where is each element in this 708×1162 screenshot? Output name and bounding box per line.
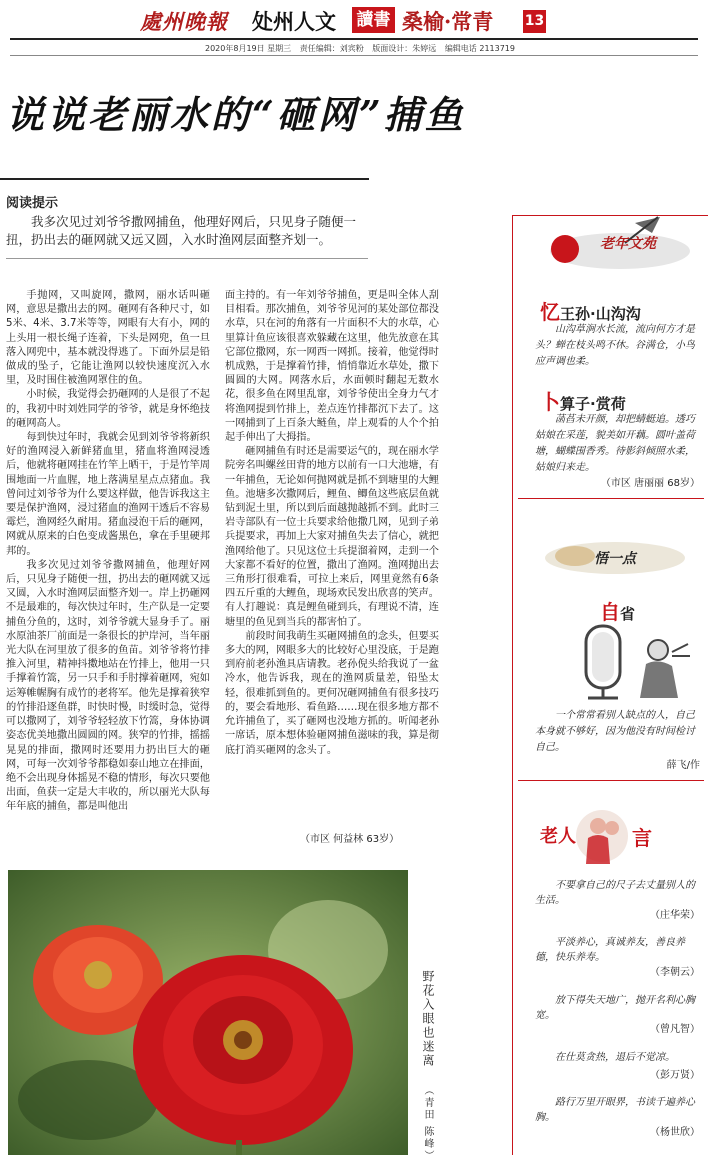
quote-author: （曾凡智） bbox=[650, 1024, 700, 1035]
essay-title-rest: 省 bbox=[620, 605, 636, 623]
sidebar-border bbox=[512, 215, 513, 1155]
sidebar-separator bbox=[518, 780, 704, 781]
poem1-body: 山沟草涧水长流，流向何方才是头？蝉在枝头鸣不休。谷满仓，小鸟应声调也柔。 bbox=[535, 324, 695, 367]
article-headline: 说说老丽水的“砸网”捕鱼 bbox=[6, 92, 466, 137]
quote-author: （杨世欣） bbox=[650, 1127, 700, 1138]
tip-rule bbox=[0, 178, 369, 180]
paragraph: 手抛网，又叫旋网，撒网，丽水话叫砸网，意思是撒出去的网。砸网有各种尺寸，如5米、4米、3.7米等等，网眼有大有小，网的上头用一根长绳子连着，下头是网兜，鱼一旦落入网兜中，基本就没得逃了。下面外层是铅做成的坠子，它能让渔网以较快速度沉入水里，及时围住被渔网罩住的鱼。 bbox=[6, 290, 210, 387]
reading-tip: 我多次见过刘爷爷撒网捕鱼，他理好网后，只见身子随便一扭，扔出去的砸网就又远又圆，入水时渔网层面整齐划一。 bbox=[6, 214, 357, 247]
poem2-title-rest: 算子·赏荷 bbox=[560, 395, 626, 413]
quote-author: （彭万贤） bbox=[650, 1070, 700, 1081]
reading-tip-title: 阅读提示 bbox=[6, 196, 59, 211]
info-rule bbox=[10, 55, 698, 56]
essay-signature: 薛飞/作 bbox=[666, 760, 700, 771]
paragraph: 砸网捕鱼有时还是需要运气的，现在丽水学院旁名叫螺丝田背的地方以前有一口大池塘，有一年捕鱼，无论如何抛网就是抓不到塘里的大鲤鱼。池塘多次撒网后，鲤鱼、鲫鱼这些底层鱼就钻到泥土里，所以到后面越抛越抓不到。此时三岩寺部队有一位士兵要求给他撒几网，见到子弟兵提要求，再加上大家对捕鱼失去了信心，就把渔网给他了。只见这位士兵提溜着网，走到一个大家都不看好的位置，撒出了渔网。渔网抛出去三角形打很难看，可拉上来后，网里竟然有6条四五斤重的大鲤鱼，现场欢民发出欣喜的笑声。有人打趣说：真是鲤鱼碰到兵，有理说不清，连塘里的鱼见到当兵的都害怕了。 bbox=[225, 446, 439, 628]
issue-date: 2020年8月19日 星期三 bbox=[205, 44, 292, 53]
essay-initial: 自 bbox=[600, 600, 620, 624]
mirror-icon bbox=[578, 622, 696, 702]
editor: 责任编辑：刘宾粉 bbox=[299, 44, 364, 53]
poem2-initial: 卜 bbox=[540, 390, 560, 414]
masthead-rule bbox=[10, 38, 698, 40]
article-column-left bbox=[6, 289, 210, 861]
poem2-signature: （市区 唐丽丽 68岁） bbox=[600, 478, 700, 489]
poem1-initial: 忆 bbox=[540, 300, 560, 324]
poem1-title-rest: 王孙·山沟沟 bbox=[560, 305, 641, 323]
quote-text: 路行万里开眼界，书读千遍养心胸。 bbox=[535, 1097, 695, 1123]
quote-author: （李朝云） bbox=[650, 967, 700, 978]
phone: 编辑电话 2113719 bbox=[444, 44, 515, 53]
quote-text: 不要拿自己的尺子去丈量别人的生活。 bbox=[535, 880, 695, 906]
section-title: 处州人文 bbox=[252, 10, 336, 34]
masthead bbox=[0, 0, 708, 42]
banner-title-a: 老人 bbox=[540, 826, 576, 847]
photo-caption: 野花入眼也迷离 bbox=[421, 970, 435, 1068]
issue-info bbox=[205, 43, 521, 54]
zinnia-flower-image bbox=[8, 870, 408, 1155]
essay-body: 一个常常看别人缺点的人，自己本身就不够好，因为他没有时间检讨自己。 bbox=[535, 710, 695, 753]
sidebar-banner-insight bbox=[540, 538, 690, 578]
flower-photo bbox=[8, 870, 408, 1155]
sidebar-separator bbox=[518, 498, 704, 499]
tip-rule-bottom bbox=[6, 258, 368, 259]
quote-author: （庄华荣） bbox=[650, 910, 700, 921]
section-stamp: 讀書 bbox=[352, 7, 395, 33]
paragraph: 前段时间我萌生买砸网捕鱼的念头，但要买多大的网，网眼多大的比较好心里没底，于是跑到府前老孙渔具店请教。老孙倪头给我说了一盆冷水，他告诉我，现在的渔网质量差，铅坠太轻，很难抓到鱼的。更何况砸网捕鱼有很多技巧的，要会看地形、看鱼路……现在很多地方都不允许捕鱼了，买了砸网也没地方抓的。听闻老孙一席话，原本想体验砸网捕鱼滋味的我，算是彻底打消买砸网的念头了。 bbox=[225, 630, 439, 756]
newspaper-logo: 處州晚報 bbox=[140, 9, 228, 34]
poem1-title bbox=[540, 296, 641, 325]
quote-text: 放下得失天地广，抛开名利心胸宽。 bbox=[535, 995, 695, 1021]
poem2-title bbox=[540, 386, 626, 415]
designer: 版面设计：朱婷远 bbox=[372, 44, 437, 53]
sidebar-banner-elders bbox=[540, 808, 690, 864]
page-number: 13 bbox=[523, 10, 546, 33]
paragraph: 我多次见过刘爷爷撒网捕鱼，他理好网后，只见身子随便一扭，扔出去的砸网就又远又圆，入水时渔网层面整齐划一。岸上扔砸网不是最难的，每次快过年时，生产队是一定要捕鱼分鱼的，这时，刘爷爷就大显身手了。丽水原油茶厂前面是一条很长的护岸河，当年丽光大队在河里放了很多的鱼苗。刘爷爷将竹排推入河里，精神抖擞地站在竹排上，他用一只手撑着竹篙，另一只手和手肘撑着砸网，宛如运筹帷幄胸有成竹的老将军。他先是撑着狭窄的竹排沿逐鱼群，时快时慢，时缓时急，觉得可以撒网了，刘爷爷轻轻放下竹篙，身体协调姿态优美地撒出圆圆的网。狭窄的竹排，摇摇晃晃的排面，撒网时还要用力扔出巨大的砸网，可每一次刘爷爷都稳如泰山地立在排面，绝不会出现身体摇晃不稳的情形，每次只要他出面，鱼获一定是大丰收的，所以丽光大队每年年底的捕鱼，都是叫他出 bbox=[6, 559, 210, 813]
article-column-right bbox=[225, 289, 439, 841]
quote-text: 在仕莫贪热，退后不觉凉。 bbox=[555, 1052, 675, 1063]
quote-text: 平淡养心，真诚养友，善良养德，快乐养寿。 bbox=[535, 937, 685, 963]
paragraph: 每到快过年时，我就会见到刘爷爷将新织好的渔网浸入新鲜猪血里，猪血将渔网浸透后，他就将砸网挂在竹竿上晒干，于是竹竿周围地面一片血腥，地上落满星星点点猪血。我曾问过刘爷爷为什么要这样做，他告诉我这主要是保护渔网，浸过猪血的渔网干透后不容易霉烂，渔网经久耐用。猪血浸泡干后的砸网，网就从原来的白色变成酱黑色，拿在手里硬邦邦的。 bbox=[6, 432, 210, 557]
mirror-illustration bbox=[578, 622, 696, 702]
poem2-body: 菡萏未开颜，却把蜻蜓追。透巧姑娘在采莲，貌美如开藕。圆叶盖荷塘，蝴蝶围香秀。待影斜倾照水柔，姑娘归来走。 bbox=[535, 414, 695, 473]
article-signature: （市区 何益林 63岁） bbox=[300, 834, 400, 845]
column-title: 桑榆·常青 bbox=[402, 9, 494, 34]
paragraph: 小时候，我觉得会扔砸网的人是很了不起的，我初中时刘姓同学的爷爷，就是身怀绝技的砸网高人。 bbox=[6, 389, 210, 429]
banner-title-b: 言 bbox=[632, 826, 652, 850]
essay-title bbox=[600, 596, 635, 625]
banner-title: 悟一点 bbox=[594, 551, 636, 567]
photo-credit: （青田 陈峰） bbox=[422, 1085, 433, 1162]
banner-title: 老年文苑 bbox=[600, 236, 656, 252]
paragraph: 面主持的。有一年刘爷爷捕鱼，更是叫全体人刮目相看。那次捕鱼，刘爷爷见河的某处部位都没水草，只在河的角落有一片面积不大的水草，心里算计鱼应该很喜欢躲藏在这里，他先放意在其它部位撒网，东一网西一网抓。接着，他觉得时机成熟，于是撑着竹排，悄悄靠近水草处，撒下圆圆的大网。网落水后，水面顿时翻起无数水花，很多鱼在网里乱窜，刘爷爷使出全身力气才将渔网提到竹排上，差点连竹排都沉下去了。这一网捕到了上百条大鲢鱼，岸上观看的人个个拍起手伸出了大拇指。 bbox=[225, 290, 439, 444]
